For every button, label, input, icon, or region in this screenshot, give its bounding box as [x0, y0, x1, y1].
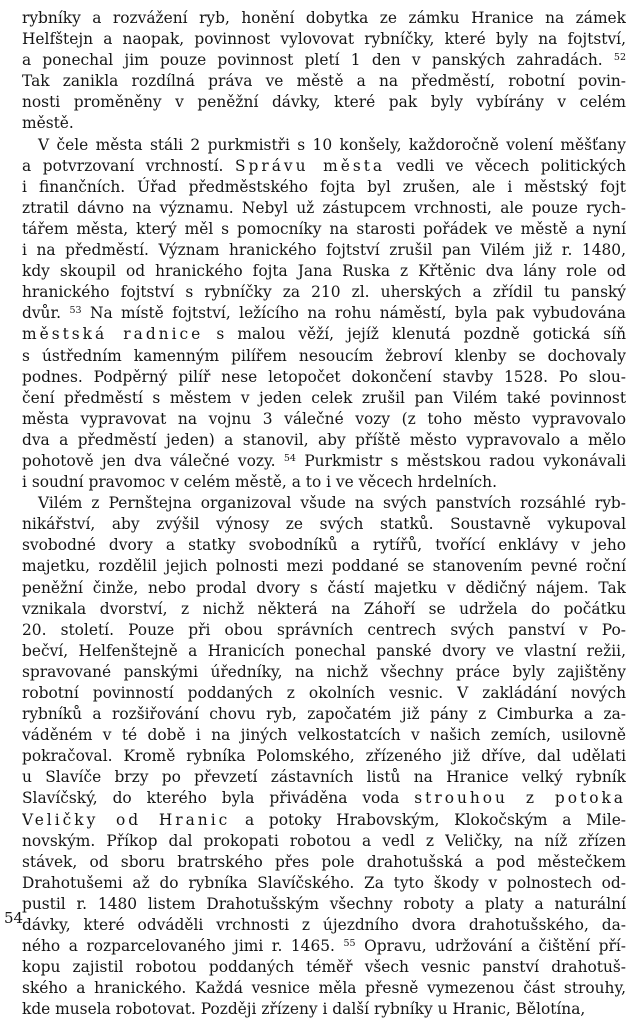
- text-run: ského a hranického. Každá vesnice měla přesně vymezenou část strouhy,: [22, 979, 626, 998]
- text-run: spravované panskými úředníky, na nichž všechny práce byly zajištěny: [22, 662, 626, 681]
- spaced-emphasis: Správu města: [235, 156, 386, 175]
- text-run: robotní povinností poddaných z okolních vesnic. V zakládání nových: [22, 684, 626, 702]
- text-run: města vypravovat na vojnu 3 válečné vozy (z toho město vypravovalo: [22, 409, 626, 428]
- text-line: [22, 535, 626, 556]
- footnote-ref: 52: [613, 52, 626, 64]
- text-run: majetku, rozdělil jejich polnosti mezi poddané se stanovením pevné roční: [22, 557, 626, 576]
- text-line: [22, 894, 626, 915]
- text-line: [22, 71, 626, 92]
- text-run: pohotově jen dva válečné vozy.: [22, 451, 284, 470]
- text-line: [22, 219, 626, 240]
- text-line: [22, 92, 626, 113]
- text-line: [22, 346, 626, 367]
- text-line: [22, 599, 626, 620]
- text-line: [22, 303, 626, 324]
- text-run: vznikala dvorství, z nichž některá na Záhoří se udržela do počátku: [22, 599, 626, 618]
- text-run: svobodné dvory a statky svobodníků a rytířů, tvořící enklávy v jeho: [22, 536, 626, 555]
- text-line: [22, 556, 626, 577]
- text-run: kde musela robotovat. Později zřízeny i další rybníky u Hranic, Bělotína,: [22, 1000, 586, 1019]
- text-line: [22, 810, 626, 831]
- text-line: [22, 725, 626, 746]
- text-line: [22, 451, 626, 472]
- text-run: i na předměstí. Význam hranického fojtství zrušil pan Vilém již r. 1480,: [22, 241, 626, 260]
- text-run: kdy skoupil od hranického fojta Jana Ruska z Křtěnic dva lány role od: [22, 262, 626, 281]
- text-line: [22, 240, 626, 261]
- text-run: stávek, od sboru bratrského přes pole drahotušská a pod městečkem: [22, 852, 626, 871]
- text-line: [22, 746, 626, 767]
- text-line: [22, 29, 626, 50]
- text-run: 20. století. Pouze při obou správních centrech svých panství v Po-: [22, 620, 626, 639]
- text-line: [22, 261, 626, 282]
- text-run: vedli ve věcech politických: [385, 156, 626, 175]
- text-line: [22, 177, 626, 198]
- text-run: Vilém z Pernštejna organizoval všude na svých panstvích rozsáhlé ryb-: [38, 494, 626, 513]
- text-run: váděném v té době i na jiných velkostatcích v našich zemích, usilovně: [22, 726, 626, 745]
- text-run: podnes. Podpěrný pilíř nese letopočet dokončení stavby 1528. Po slou-: [22, 367, 626, 386]
- text-run: čení předměstí s městem v jeden celek zrušil pan Vilém také povinnost: [22, 388, 626, 407]
- footnote-ref: 55: [343, 938, 356, 950]
- text-run: dávky, které odváděli vrchnosti z újezdního dvora drahotušského, da-: [22, 916, 626, 935]
- text-run: městě.: [22, 114, 74, 133]
- text-line: [22, 50, 626, 71]
- text-run: nosti proměněny v peněžní dávky, které pak byly vybírány v celém: [22, 93, 626, 112]
- text-run: pustil r. 1480 listem Drahotušským všechny roboty a platy a naturální: [22, 894, 626, 913]
- text-run: pokračoval. Kromě rybníka Polomského, zřízeného již dříve, dal udělati: [22, 747, 626, 766]
- text-line: [22, 367, 626, 388]
- text-line: [22, 156, 626, 177]
- text-run: Na místě fojtství, ležícího na rohu náměstí, byla pak vybudována: [81, 304, 626, 323]
- text-line: [22, 198, 626, 219]
- text-line: [22, 409, 626, 430]
- page-number: 54: [4, 909, 24, 927]
- text-line: [22, 831, 626, 852]
- text-run: kopu zajistil robotou poddaných téměř všech vesnic panství drahotuš-: [22, 958, 626, 977]
- text-run: novským. Příkop dal prokopati robotou a vedl z Veličky, na níž zřízen: [22, 831, 626, 850]
- text-run: bečví, Helfenštejně a Hranicích ponechal panské dvory ve vlastní režii,: [22, 641, 626, 660]
- text-run: s malou věží, jejíž klenutá pozdně gotická síň: [203, 325, 626, 344]
- footnote-ref: 53: [69, 305, 82, 317]
- paragraph: [22, 493, 626, 1020]
- text-run: a potoky Hrabovským, Klokočským a Mile-: [230, 810, 626, 829]
- text-line: [22, 915, 626, 936]
- text-line: [22, 620, 626, 641]
- text-line: [22, 936, 626, 957]
- text-line: [22, 493, 626, 514]
- text-line: [22, 282, 626, 303]
- text-line: [22, 873, 626, 894]
- text-line: [22, 324, 626, 345]
- text-run: Tak zanikla rozdílná práva ve městě a na předměstí, robotní povin-: [22, 72, 626, 91]
- text-run: i finančních. Úřad předměstského fojta byl zrušen, ale i městský fojt: [22, 177, 626, 196]
- text-run: s ústředním kamenným pilířem nesoucím žebroví klenby se dochovaly: [22, 346, 626, 365]
- paragraph: [22, 135, 626, 494]
- text-run: rybníky a rozvážení ryb, honění dobytka ze zámku Hranice na zámek: [22, 9, 626, 27]
- text-line: [22, 767, 626, 788]
- text-run: rybníků a rozšiřování chovu ryb, započatém již pány z Cimburka a za-: [22, 705, 626, 724]
- spaced-emphasis: městská radnice: [22, 325, 204, 344]
- footnote-ref: 54: [283, 452, 296, 464]
- text-run: nikářství, aby zvýšil výnosy ze svých statků. Soustavně vykupoval: [22, 515, 626, 534]
- text-line: [22, 113, 626, 134]
- text-line: [22, 8, 626, 29]
- text-run: Helfštejn a naopak, povinnost vylovovat rybníčky, které byly na fojtství,: [22, 30, 626, 49]
- text-line: [22, 578, 626, 599]
- text-run: i soudní pravomoc v celém městě, a to i ve věcech hrdelních.: [22, 473, 497, 492]
- text-run: dva a předměstí jeden) a stanovil, aby příště město vypravovalo a mělo: [22, 430, 626, 449]
- text-run: a ponechal jim pouze povinnost pletí 1 den v panských zahradách.: [22, 51, 614, 70]
- document-body: [22, 8, 626, 1021]
- text-line: [22, 999, 626, 1020]
- text-line: [22, 641, 626, 662]
- text-run: Slavíčský, do kterého byla přiváděna voda: [22, 789, 415, 808]
- text-line: [22, 135, 626, 156]
- text-run: peněžní činže, nebo prodal dvory s částí majetku v dědičný nájem. Tak: [22, 578, 626, 597]
- text-line: [22, 662, 626, 683]
- text-line: [22, 788, 626, 809]
- text-run: a potvrzovaní vrchností.: [22, 156, 235, 175]
- text-run: tářem města, který měl s pomocníky na starosti pořádek ve městě a nyní: [22, 219, 626, 238]
- text-run: Purkmistr s městskou radou vykonávali: [295, 451, 626, 470]
- text-line: [22, 704, 626, 725]
- text-line: [22, 683, 626, 704]
- text-line: [22, 957, 626, 978]
- text-run: hranického fojtství s rybníčky za 210 zl. uherských a zřídil tu panský: [22, 283, 626, 302]
- paragraph: [22, 8, 626, 135]
- text-line: [22, 430, 626, 451]
- text-run: u Slavíče brzy po převzetí zástavních listů na Hranice velký rybník: [22, 768, 626, 787]
- text-line: [22, 388, 626, 409]
- text-run: Drahotušemi až do rybníka Slavíčského. Za tyto škody v polnostech od-: [22, 873, 626, 892]
- text-line: [22, 472, 626, 493]
- text-run: Opravu, udržování a čištění pří-: [355, 937, 626, 956]
- spaced-emphasis: strouhou z potoka: [414, 789, 626, 808]
- text-run: dvůr.: [22, 304, 70, 323]
- text-run: ztratil dávno na významu. Nebyl už zástupcem vrchnosti, ale pouze rych-: [22, 198, 626, 217]
- text-line: [22, 514, 626, 535]
- text-run: ného a rozparcelovaného jimi r. 1465.: [22, 937, 344, 956]
- text-line: [22, 978, 626, 999]
- text-run: V čele města stáli 2 purkmistři s 10 konšely, každoročně volení měšťany: [38, 135, 626, 154]
- text-line: [22, 852, 626, 873]
- spaced-emphasis: Veličky od Hranic: [22, 810, 231, 829]
